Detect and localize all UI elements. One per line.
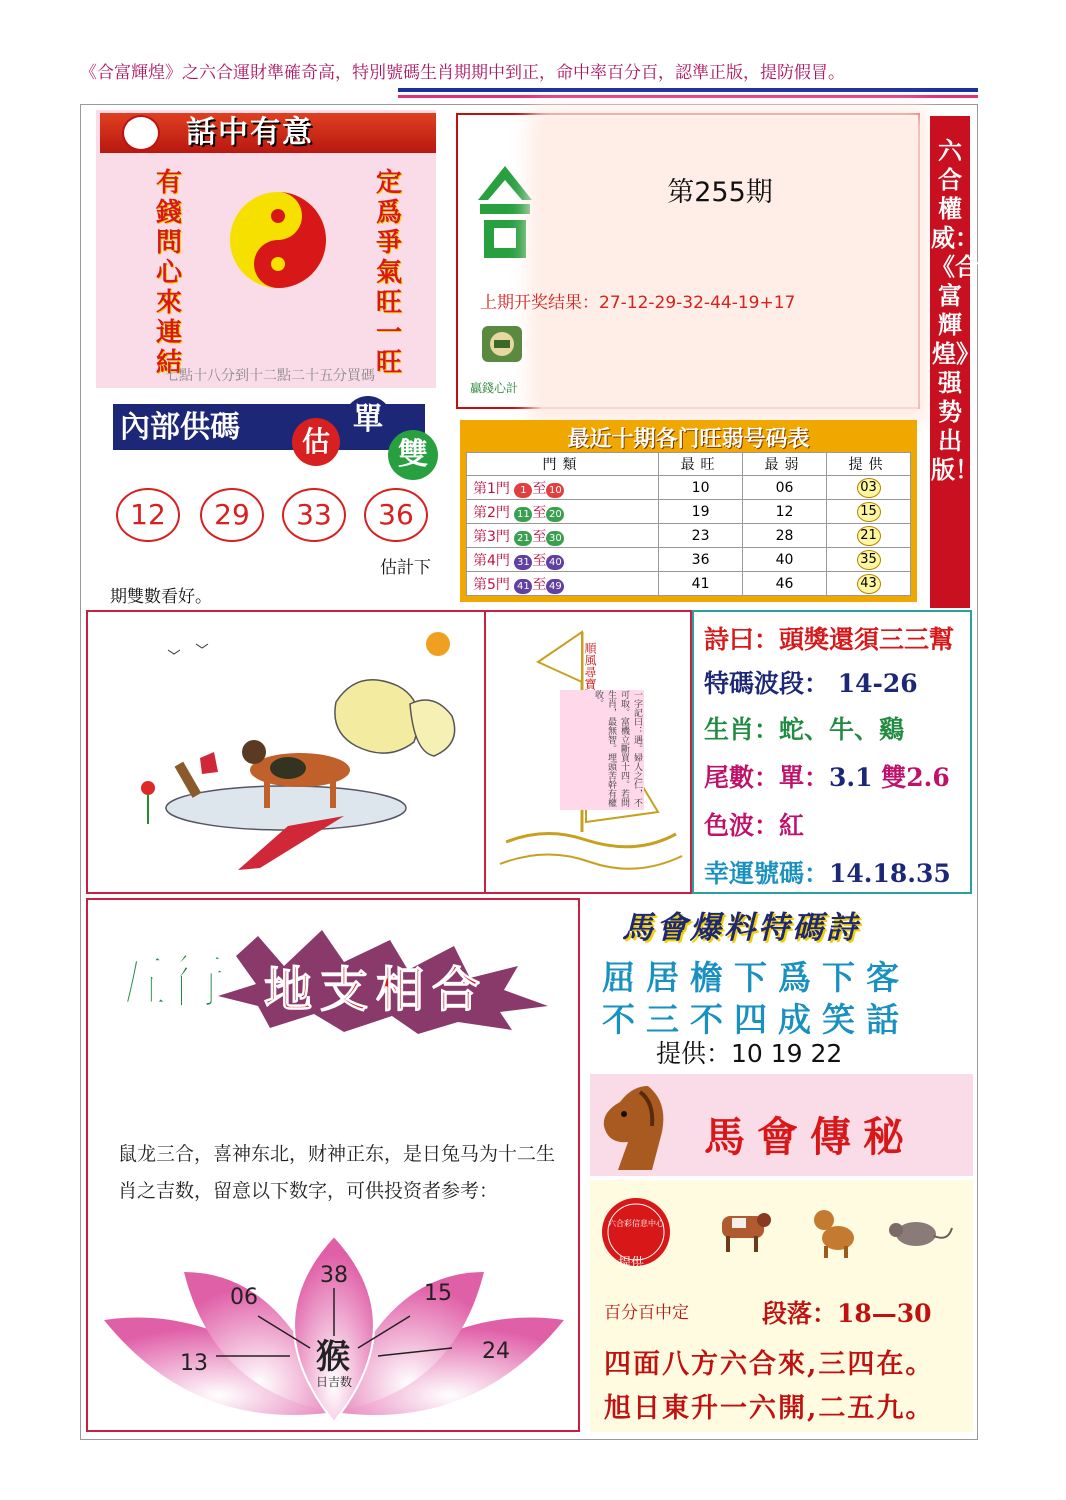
provide-number: 03 xyxy=(857,478,881,498)
poem-line-2-label: 特碼波段： xyxy=(704,669,830,698)
range-from: 21 xyxy=(514,531,532,546)
cell-cold: 46 xyxy=(743,572,827,596)
range-to: 10 xyxy=(546,483,564,498)
door-table-title: 最近十期各门旺弱号码表 xyxy=(567,426,810,452)
lotus-number: 24 xyxy=(482,1339,510,1364)
issue-number: 第255期 xyxy=(667,177,773,208)
range-sep: 至 xyxy=(532,576,547,593)
poem-line-4-even: 雙2.6 xyxy=(881,763,950,792)
seal-text: 六合彩信息中心 xyxy=(608,1219,664,1228)
right-banner-text: 六合權威：《合富輝煌》强势出版！ xyxy=(931,136,979,484)
number-ball: 29 xyxy=(200,488,264,542)
wuxing-title-graphic xyxy=(108,926,568,1034)
range-sep: 至 xyxy=(532,504,547,521)
poem-line-5: 色波：紅 xyxy=(704,811,805,840)
cell-cold: 12 xyxy=(743,500,827,524)
lotus-number: 13 xyxy=(180,1351,208,1376)
door-cell xyxy=(467,476,659,500)
yin-yang-icon xyxy=(228,190,328,290)
door-label: 第1門 xyxy=(473,480,510,497)
lotus-number: 38 xyxy=(320,1263,348,1288)
cell-provide xyxy=(827,476,911,500)
sail-verse: 一字記曰：遇。婦人之仁，不可取。富機立斷買十四。若問生肖，最無智。埋頭苦幹有權收。 xyxy=(560,690,644,810)
door-label: 第3門 xyxy=(473,528,510,545)
door-label: 第5門 xyxy=(473,576,510,593)
seal-provide: 提供 xyxy=(618,1256,645,1271)
poem-line-2 xyxy=(704,664,918,700)
huazhong-left-verse: 有錢問心來連結 xyxy=(155,168,182,378)
lotus-zodiac: 猴 xyxy=(316,1337,350,1377)
poem-line-6-label: 幸運號碼： xyxy=(704,859,830,888)
cell-cold: 06 xyxy=(743,476,827,500)
door-cell xyxy=(467,524,659,548)
table-row xyxy=(467,524,911,548)
range-sep: 至 xyxy=(532,480,547,497)
cell-cold: 28 xyxy=(743,524,827,548)
horse-poem-line-2: 不三不四成笑話 xyxy=(602,1000,910,1039)
table-header: 門類 xyxy=(467,453,659,476)
door-cell xyxy=(467,500,659,524)
estimate-text-2: 期雙數看好。 xyxy=(110,587,212,607)
poem-line-4-label: 尾數：單： xyxy=(704,763,830,792)
badge-shuang: 雙 xyxy=(388,430,438,480)
table-header: 提供 xyxy=(827,453,911,476)
estimate-text-1: 估計下 xyxy=(380,558,431,578)
wuxing-title-1: 五行 xyxy=(110,948,227,1016)
internal-code-title: 內部供碼 xyxy=(120,410,240,445)
huazhong-right-verse: 定爲爭氣旺一旺 xyxy=(375,168,402,378)
range-from: 31 xyxy=(514,555,532,570)
range-to: 20 xyxy=(546,507,564,522)
segment-range: 段落：18—30 xyxy=(762,1299,932,1328)
provide-number: 21 xyxy=(857,526,881,546)
table-row xyxy=(467,548,911,572)
secret-line-2: 旭日東升一六開,二五九。 xyxy=(604,1393,935,1424)
lotus-number: 15 xyxy=(424,1281,452,1306)
sure-text: 百分百中定 xyxy=(604,1303,689,1323)
range-to: 30 xyxy=(546,531,564,546)
horse-poem-line-1: 屈居檐下爲下客 xyxy=(602,958,910,997)
horse-head-icon xyxy=(598,1082,672,1172)
poem-line-1: 詩曰：頭獎還須三三幫 xyxy=(704,625,955,654)
poem-line-4 xyxy=(704,758,950,794)
range-sep: 至 xyxy=(532,552,547,569)
cell-provide xyxy=(827,548,911,572)
table-row xyxy=(467,500,911,524)
range-sep: 至 xyxy=(532,528,547,545)
provide-number: 35 xyxy=(857,550,881,570)
blurred-overlay xyxy=(540,118,918,414)
dog-picture-panel xyxy=(86,610,486,894)
number-ball: 33 xyxy=(282,488,346,542)
cell-hot: 41 xyxy=(659,572,743,596)
poem-line-6-value: 14.18.35 xyxy=(829,859,951,888)
monkey-icon xyxy=(808,1206,860,1260)
last-draw-result: 上期开奖结果：27-12-29-32-44-19+17 xyxy=(480,293,796,313)
buy-time-note: 七點十八分到十二點二十五分買碼 xyxy=(165,368,375,384)
ox-icon xyxy=(714,1204,774,1256)
range-from: 11 xyxy=(514,507,532,522)
cell-hot: 19 xyxy=(659,500,743,524)
door-table-body xyxy=(467,476,911,596)
lotus-graphic xyxy=(104,1232,564,1432)
poem-line-6 xyxy=(704,854,951,890)
provide-number: 43 xyxy=(857,574,881,594)
horse-poem-provide: 提供：10 19 22 xyxy=(656,1039,843,1068)
sail-flag-text: 順風尋寶 xyxy=(583,642,597,690)
hefu-logo-icon xyxy=(122,115,160,151)
banner-stripe-pink xyxy=(398,95,978,98)
secret-title: 馬會傳秘 xyxy=(704,1113,916,1161)
cell-cold: 40 xyxy=(743,548,827,572)
win-label: 贏錢心計 xyxy=(470,381,519,395)
top-banner: 《合富輝煌》之六合運財準確奇高，特別號碼生肖期期中到正，命中率百分百，認準正版，提防假冒。 xyxy=(80,63,845,83)
he-logo-icon xyxy=(474,158,536,268)
door-label: 第4門 xyxy=(473,552,510,569)
number-ball: 36 xyxy=(364,488,428,542)
table-header: 最弱 xyxy=(743,453,827,476)
table-row xyxy=(467,572,911,596)
cell-hot: 10 xyxy=(659,476,743,500)
door-table xyxy=(466,452,911,596)
table-header: 最旺 xyxy=(659,453,743,476)
cell-provide xyxy=(827,524,911,548)
rat-icon xyxy=(886,1212,954,1254)
wuxing-paragraph: 鼠龙三合，喜神东北，财神正东，是日兔马为十二生肖之吉数，留意以下数字，可供投资者参考： xyxy=(118,1143,556,1202)
money-hand-icon xyxy=(478,320,526,368)
banner-stripe-blue xyxy=(398,88,978,92)
cell-provide xyxy=(827,572,911,596)
cell-hot: 36 xyxy=(659,548,743,572)
huazhong-title: 話中有意 xyxy=(186,115,314,150)
number-ball: 12 xyxy=(116,488,180,542)
poem-line-2-value: 14-26 xyxy=(837,669,918,698)
dog-scene-illustration xyxy=(88,612,484,892)
door-cell xyxy=(467,548,659,572)
lotus-number: 06 xyxy=(230,1285,258,1310)
secret-line-1: 四面八方六合來,三四在。 xyxy=(604,1349,935,1380)
lotus-note: 日吉数 xyxy=(316,1375,353,1389)
wuxing-title-2: 地支相合 xyxy=(264,962,489,1018)
range-to: 40 xyxy=(546,555,564,570)
badge-dan: 單 xyxy=(344,396,392,444)
poem-line-3: 生肖：蛇、牛、鷄 xyxy=(704,715,905,744)
door-cell xyxy=(467,572,659,596)
horse-poem-title: 馬會爆料特碼詩 xyxy=(622,910,860,946)
cell-provide xyxy=(827,500,911,524)
range-from: 41 xyxy=(514,579,532,594)
poem-line-4-odd: 3.1 xyxy=(829,763,873,792)
badge-gu: 估 xyxy=(292,418,340,466)
range-to: 49 xyxy=(546,579,564,594)
cell-hot: 23 xyxy=(659,524,743,548)
provide-number: 15 xyxy=(857,502,881,522)
range-from: 1 xyxy=(514,483,532,498)
table-row xyxy=(467,476,911,500)
door-label: 第2門 xyxy=(473,504,510,521)
